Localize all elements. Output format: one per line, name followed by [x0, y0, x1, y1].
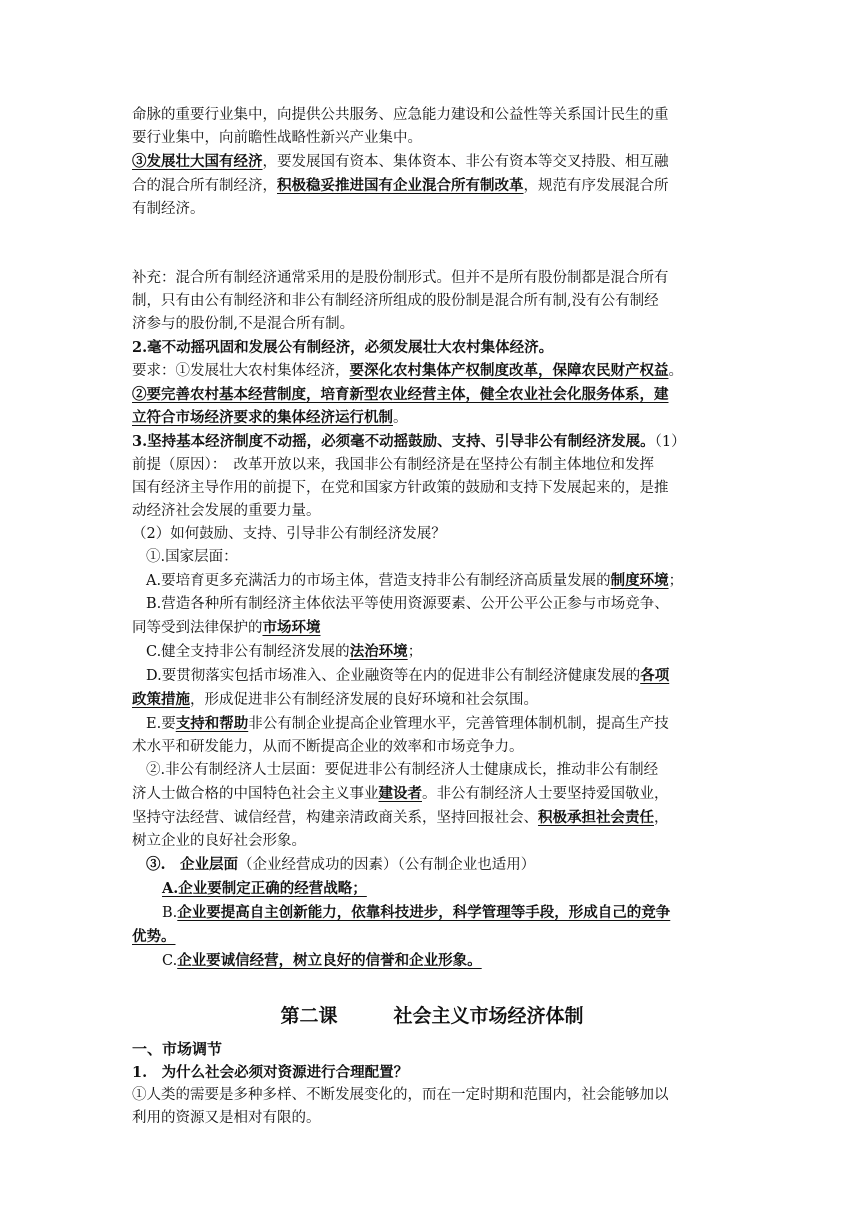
key-phrase: 制度环境 [610, 572, 669, 589]
supplement-line: 补充：混合所有制经济通常采用的是股份制形式。但并不是所有股份制都是混合所有 [132, 270, 669, 286]
section-heading: 2.毫不动摇巩固和发展公有制经济，必须发展壮大农村集体经济。 [132, 339, 554, 356]
text-run: （1） [654, 434, 686, 450]
key-phrase: 市场环境 [262, 619, 321, 636]
list-item [132, 569, 732, 593]
paragraph-line: 国有经济主导作用的前提下，在党和国家方针政策的鼓励和支持下发展起来的，是推 [132, 480, 669, 496]
list-item [132, 712, 732, 736]
paragraph-line [132, 806, 732, 830]
subheading-line: ①.国家层面： [146, 549, 238, 565]
text-run: ； [668, 573, 684, 589]
paragraph-line [132, 406, 732, 430]
key-phrase: 政策措施 [132, 691, 190, 708]
text-run: 坚持守法经营、诚信经营，构建亲清政商关系，坚持回报社会、 [132, 810, 538, 826]
heading-text: 3.坚持基本经济制度不动摇，必须毫不动摇鼓励、支持、引导非公有制经济发展。 [132, 433, 655, 450]
paragraph-line: 树立企业的良好社会形象。 [132, 833, 306, 849]
text-run: E.要 [146, 716, 176, 732]
list-item [132, 901, 732, 925]
list-item-cont [132, 925, 732, 949]
supplement-line: 济参与的股份制,不是混合所有制。 [132, 316, 355, 332]
key-phrase: 要深化农村集体产权制度改革，保障农民财产权益 [349, 362, 669, 379]
subheading-line [132, 853, 732, 877]
key-phrase: 企业要提高自主创新能力，依靠科技进步，科学管理等手段，形成自己的竞争 [177, 904, 671, 921]
paragraph-line: 动经济社会发展的重要力量。 [132, 503, 321, 519]
chapter-number: 第二课 [280, 1005, 338, 1027]
list-item: B.营造各种所有制经济主体依法平等使用资源要素、公开公平公正参与市场竞争、 [146, 596, 669, 612]
list-item [132, 949, 732, 973]
list-item [132, 664, 732, 688]
paragraph-line: 前提（原因）： 改革开放以来，我国非公有制经济是在坚持公有制主体地位和发挥 [132, 457, 654, 473]
text-run: 合的混合所有制经济， [132, 178, 277, 194]
key-phrase: 积极稳妥推进国有企业混合所有制改革 [277, 177, 524, 194]
section-heading: 一、市场调节 [132, 1040, 223, 1058]
text-run: D.要贯彻落实包括市场准入、企业融资等在内的促进非公有制经济健康发展的 [146, 668, 641, 684]
paragraph-line [132, 150, 732, 174]
text-run: 。 [393, 410, 408, 426]
paragraph-line: 有制经济。 [132, 201, 205, 217]
key-phrase: ③发展壮大国有经济 [132, 153, 263, 170]
document-page [132, 104, 732, 1130]
question-heading: 1. 为什么社会必须对资源进行合理配置？ [132, 1064, 409, 1081]
key-phrase: 建设者 [378, 785, 422, 802]
text-run: A.要培育更多充满活力的市场主体，营造支持非公有制经济高质量发展的 [146, 573, 611, 589]
paragraph-line [132, 782, 732, 806]
subheading-line: ②.非公有制经济人士层面：要促进非公有制经济人士健康成长，推动非公有制经 [146, 762, 659, 778]
list-item-cont [132, 616, 732, 640]
text-run: 。 [668, 363, 683, 379]
supplement-line: 制，只有由公有制经济和非公有制经济所组成的股份制是混合所有制,没有公有制经 [132, 293, 659, 309]
paragraph-line [132, 359, 732, 383]
paragraph-line [132, 174, 732, 198]
paragraph-line: 命脉的重要行业集中，向提供公共服务、应急能力建设和公益性等关系国计民生的重 [132, 107, 669, 123]
chapter-name: 社会主义市场经济体制 [393, 1005, 584, 1027]
paragraph-line: ①人类的需要是多种多样、不断发展变化的，而在一定时期和范围内，社会能够加以 [132, 1087, 669, 1103]
section-heading [132, 430, 732, 454]
text-run: C. [162, 953, 178, 969]
text-run: 济人士做合格的中国特色社会主义事业 [132, 786, 379, 802]
question-line: （2）如何鼓励、支持、引导非公有制经济发展？ [132, 526, 446, 542]
list-item [132, 877, 732, 901]
text-run: ， [654, 810, 669, 826]
text-run: ，形成促进非公有制经济发展的良好环境和社会氛围。 [190, 692, 538, 708]
text-run: （企业经营成功的因素）（公有制企业也适用） [238, 857, 536, 873]
key-phrase: 各项 [640, 667, 670, 684]
text-run: ，要发展国有资本、集体资本、非公有资本等交叉持股、相互融 [262, 154, 669, 170]
text-run: ； [407, 644, 423, 660]
key-phrase-line: ②要完善农村基本经营制度，培育新型农业经营主体，健全农业社会化服务体系，建 [132, 386, 669, 403]
list-item-cont: 术水平和研发能力，从而不断提高企业的效率和市场竞争力。 [132, 739, 524, 755]
list-item-cont [132, 688, 732, 712]
spacer [132, 221, 732, 267]
key-phrase: 法治环境 [349, 643, 408, 660]
text-run: C.健全支持非公有制经济发展的 [146, 644, 350, 660]
text-run: 。非公有制经济人士要坚持爱国敬业， [422, 786, 669, 802]
paragraph-line: 利用的资源又是相对有限的。 [132, 1110, 321, 1126]
heading-text: ③. 企业层面 [146, 856, 239, 873]
key-phrase: 立符合市场经济要求的集体经济运行机制 [132, 409, 393, 426]
key-phrase: 积极承担社会责任 [538, 809, 654, 826]
list-item [132, 640, 732, 664]
chapter-title [132, 1001, 732, 1028]
key-phrase: 支持和帮助 [175, 715, 249, 732]
paragraph-line: 要行业集中，向前瞻性战略性新兴产业集中。 [132, 130, 422, 146]
text-run: ，规范有序发展混合所 [523, 178, 669, 194]
key-phrase: 企业要诚信经营，树立良好的信誉和企业形象。 [177, 952, 482, 969]
key-phrase: 优势。 [132, 928, 176, 945]
key-phrase: A.企业要制定正确的经营战略； [162, 880, 367, 897]
text-run: 非公有制企业提高企业管理水平，完善管理体制机制，提高生产技 [248, 716, 669, 732]
text-run: 同等受到法律保护的 [132, 620, 263, 636]
text-run: 要求：①发展壮大农村集体经济， [132, 363, 350, 379]
text-run: B. [162, 905, 178, 921]
